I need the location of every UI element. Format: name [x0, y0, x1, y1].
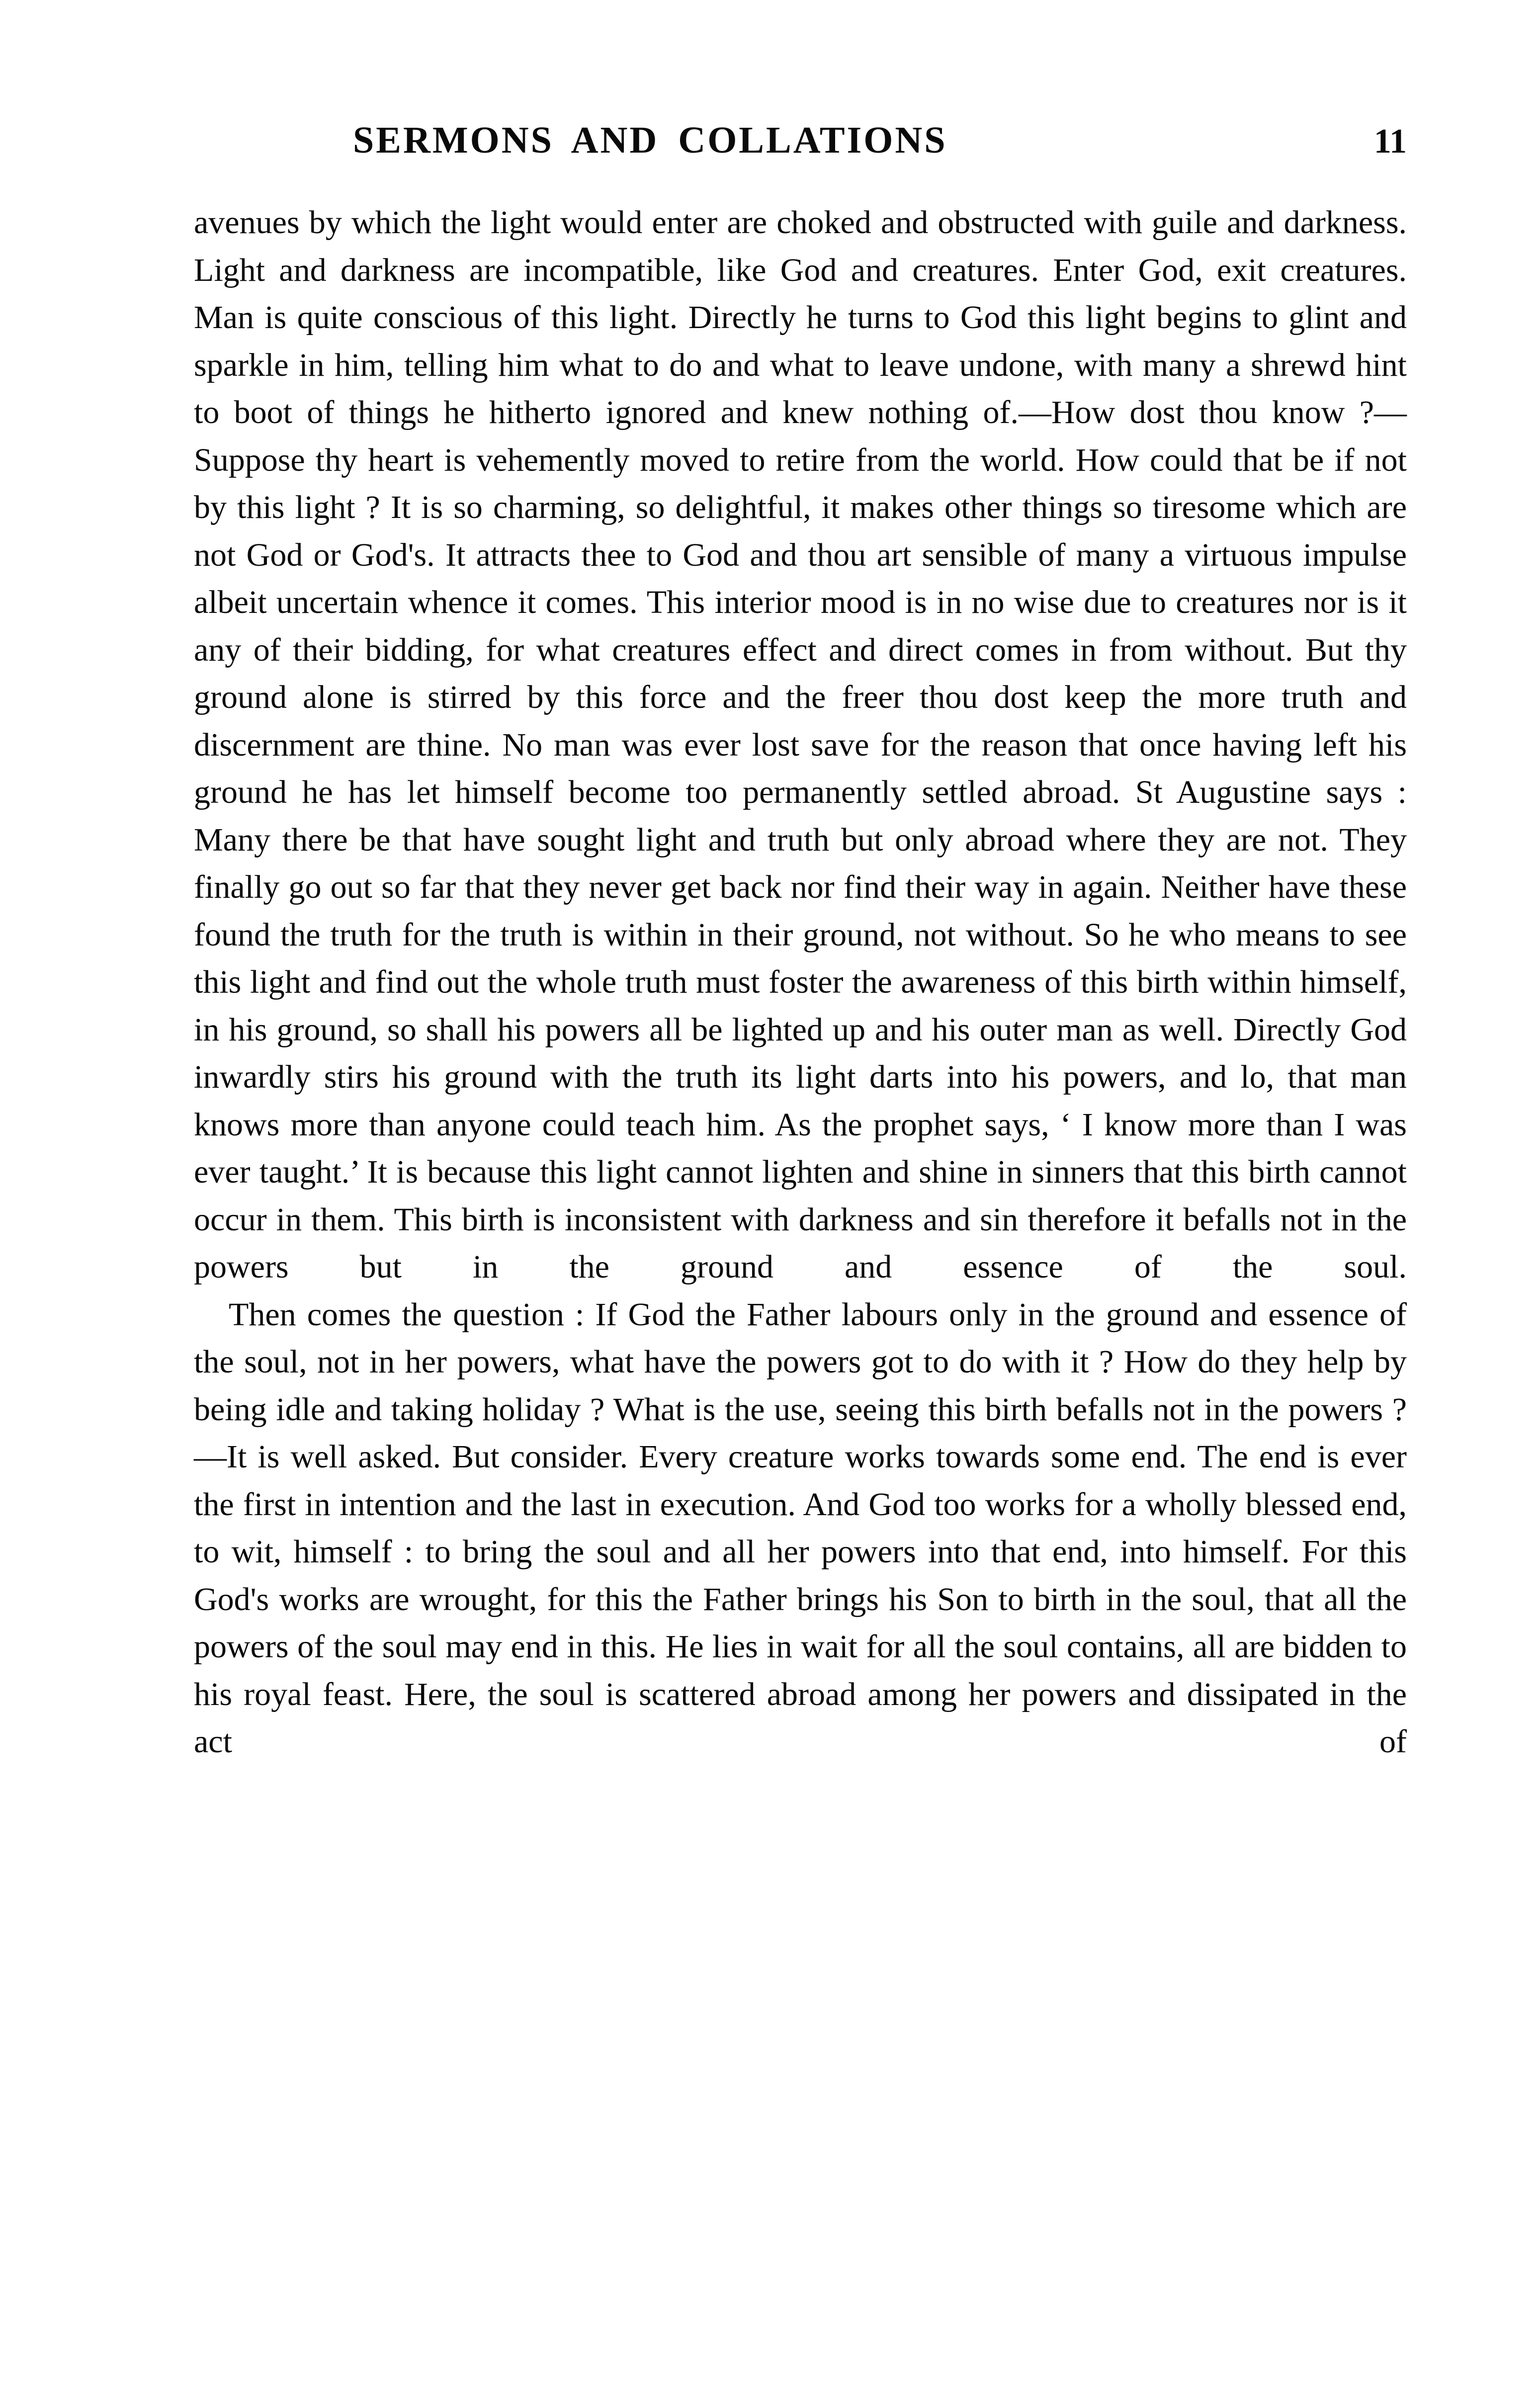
body-text: [194, 199, 1407, 1766]
running-head: [194, 121, 1407, 176]
page-number: 11: [1373, 122, 1407, 161]
paragraph: Then comes the question : If God the Father labours only in the ground and essence of the soul, not in her powers, what have the powers got to do with it ? How do they help by being idle and taking holiday ? What is the use, seeing this birth befalls not in the powers ?—It is well asked. But consider. Every creature works towards some end. The end is ever the first in intention and the last in execution. And God too works for a wholly blessed end, to wit, himself : to bring the soul and all her powers into that end, into himself. For this God's works are wrought, for this the Father brings his Son to birth in the soul, that all the powers of the soul may end in this. He lies in wait for all the soul contains, all are bidden to his royal feast. Here, the soul is scattered abroad among her powers and dissipated in the act of: [194, 1296, 1407, 1760]
paragraph: avenues by which the light would enter are choked and obstructed with guile and darkness. Light and darkness are incompatible, like God and creatures. Enter God, exit creatures. Man is quite conscious of this light. Directly he turns to God this light begins to glint and sparkle in him, telling him what to do and what to leave undone, with many a shrewd hint to boot of things he hitherto ignored and knew nothing of.—How dost thou know ?—Suppose thy heart is vehemently moved to retire from the world. How could that be if not by this light ? It is so charming, so delightful, it makes other things so tiresome which are not God or God's. It attracts thee to God and thou art sensible of many a virtuous impulse albeit uncertain whence it comes. This interior mood is in no wise due to creatures nor is it any of their bidding, for what creatures effect and direct comes in from without. But thy ground alone is stirred by this force and the freer thou dost keep the more truth and discernment are thine. No man was ever lost save for the reason that once having left his ground he has let himself become too permanently settled abroad. St Augustine says : Many there be that have sought light and truth but only abroad where they are not. They finally go out so far that they never get back nor find their way in again. Neither have these found the truth for the truth is within in their ground, not without. So he who means to see this light and find out the whole truth must foster the awareness of this birth within himself, in his ground, so shall his powers all be lighted up and his outer man as well. Directly God inwardly stirs his ground with the truth its light darts into his powers, and lo, that man knows more than anyone could teach him. As the prophet says, ‘ I know more than I was ever taught.’ It is because this light cannot lighten and shine in sinners that this birth cannot occur in them. This birth is inconsistent with darkness and sin therefore it befalls not in the powers but in the ground and essence of the soul.: [194, 204, 1407, 1285]
page-title: SERMONS AND COLLATIONS: [353, 119, 947, 161]
